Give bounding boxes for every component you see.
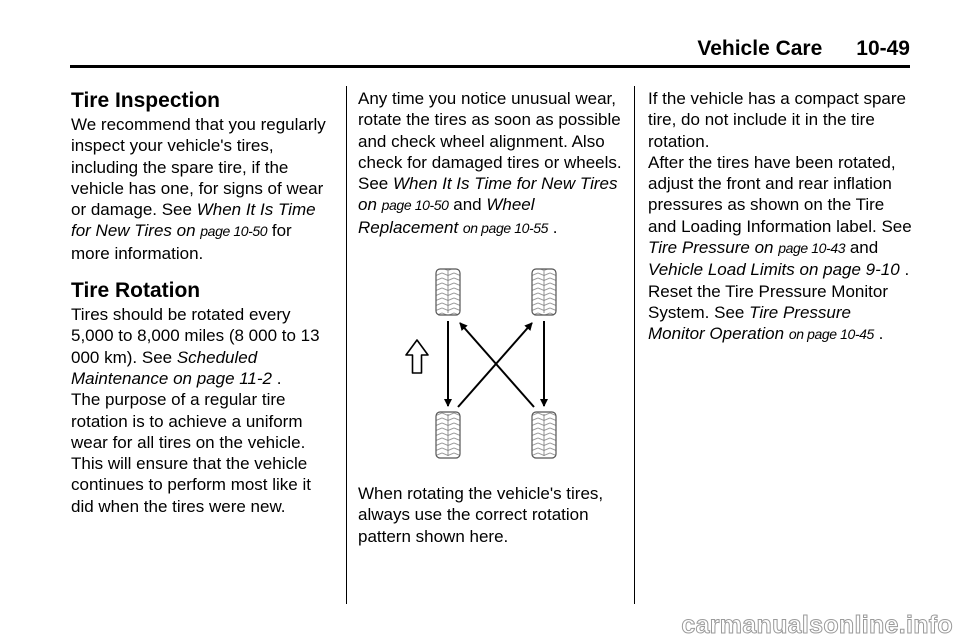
diagram-caption: When rotating the vehicle's tires, always use the correct rotation pattern shown here. xyxy=(358,484,604,546)
front-left-tire-icon xyxy=(436,269,460,315)
tire-rotation-heading: Tire Rotation xyxy=(71,279,201,303)
wheel-replacement-page-link[interactable]: on page 10-55 xyxy=(462,219,549,236)
scheduled-maintenance-link[interactable]: Scheduled Maintenance on page 11-2 xyxy=(71,347,273,388)
compact-spare-paragraph: If the vehicle has a compact spare tire, do not include it in the tire rotation. xyxy=(648,89,906,151)
column-1 xyxy=(71,88,333,517)
column-3 xyxy=(648,88,912,346)
rear-right-tire-icon xyxy=(532,412,556,458)
new-tires-page-link-2[interactable]: page 10-50 xyxy=(381,197,449,214)
unusual-wear-text: Any time you notice unusual wear, rotate the tires as soon as possible and check wheel alignment. Also check for damaged tires or wheels. See xyxy=(358,89,622,194)
tire-rotation-paragraph-1 xyxy=(71,304,333,389)
new-tires-link[interactable]: When It Is Time for New Tires on xyxy=(71,200,316,241)
tire-rotation-after: . xyxy=(276,368,282,388)
tpms-operation-page-link[interactable]: on page 10-45 xyxy=(788,326,874,343)
new-tires-link-2[interactable]: When It Is Time for New Tires on xyxy=(358,174,618,215)
tire-rotation-paragraph-2: The purpose of a regular tire rotation is to achieve a uniform wear for all tires on the vehicle. This will ensure that the vehicle continues to perform most like it did when the tires were new. xyxy=(71,390,311,516)
unusual-wear-after: . xyxy=(552,217,558,237)
reset-tpms-paragraph xyxy=(648,281,912,346)
header-page-number: 10-49 xyxy=(856,37,910,60)
watermark xyxy=(640,606,956,640)
front-right-tire-icon xyxy=(532,269,556,315)
forward-direction-arrow-icon xyxy=(406,340,428,373)
tire-rotation-text: Tires should be rotated every 5,000 to 8,000 miles (8 000 to 13 000 km). See xyxy=(71,305,320,367)
vehicle-load-limits-link[interactable]: Vehicle Load Limits on page 9-10 xyxy=(648,260,900,280)
tire-inspection-heading: Tire Inspection xyxy=(71,89,220,112)
new-tires-page-link[interactable]: page 10-50 xyxy=(200,223,268,240)
tire-rotation-diagram xyxy=(358,267,624,463)
inflation-after: . xyxy=(904,260,910,280)
tire-pressure-page-link[interactable]: page 10-43 xyxy=(778,240,846,257)
rear-right-to-front-left-arrow xyxy=(460,323,534,407)
tire-inspection-after: for more information. xyxy=(71,221,292,263)
header-section-title: Vehicle Care xyxy=(697,37,823,60)
header-rule xyxy=(70,65,910,68)
column-divider-1 xyxy=(346,86,347,604)
wheel-replacement-link[interactable]: Wheel Replacement xyxy=(358,195,535,237)
reset-tpms-text: Reset the Tire Pressure Monitor System. See xyxy=(648,281,888,322)
tire-pressure-link[interactable]: Tire Pressure on xyxy=(648,238,774,258)
and-word-2: and xyxy=(849,238,879,258)
column-divider-2 xyxy=(634,86,635,604)
tire-inspection-paragraph xyxy=(71,114,333,264)
unusual-wear-paragraph xyxy=(358,88,624,239)
column-2 xyxy=(358,88,624,547)
reset-tpms-after: . xyxy=(878,324,884,344)
tpms-operation-link[interactable]: Tire Pressure Monitor Operation xyxy=(648,302,851,344)
tire-inspection-text: We recommend that you regularly inspect your vehicle's tires, including the spare tire, if the vehicle has one, for signs of wear or damage. See xyxy=(71,115,326,220)
watermark-text: carmanualsonline.info xyxy=(681,611,953,639)
inflation-paragraph xyxy=(648,152,912,281)
inflation-text: After the tires have been rotated, adjust the front and rear inflation pressures as shown on the Tire and Loading Information label. See xyxy=(648,152,912,236)
rear-left-tire-icon xyxy=(436,412,460,458)
rear-left-to-front-right-arrow xyxy=(458,323,532,407)
running-header xyxy=(70,36,910,66)
and-word: and xyxy=(453,195,482,215)
